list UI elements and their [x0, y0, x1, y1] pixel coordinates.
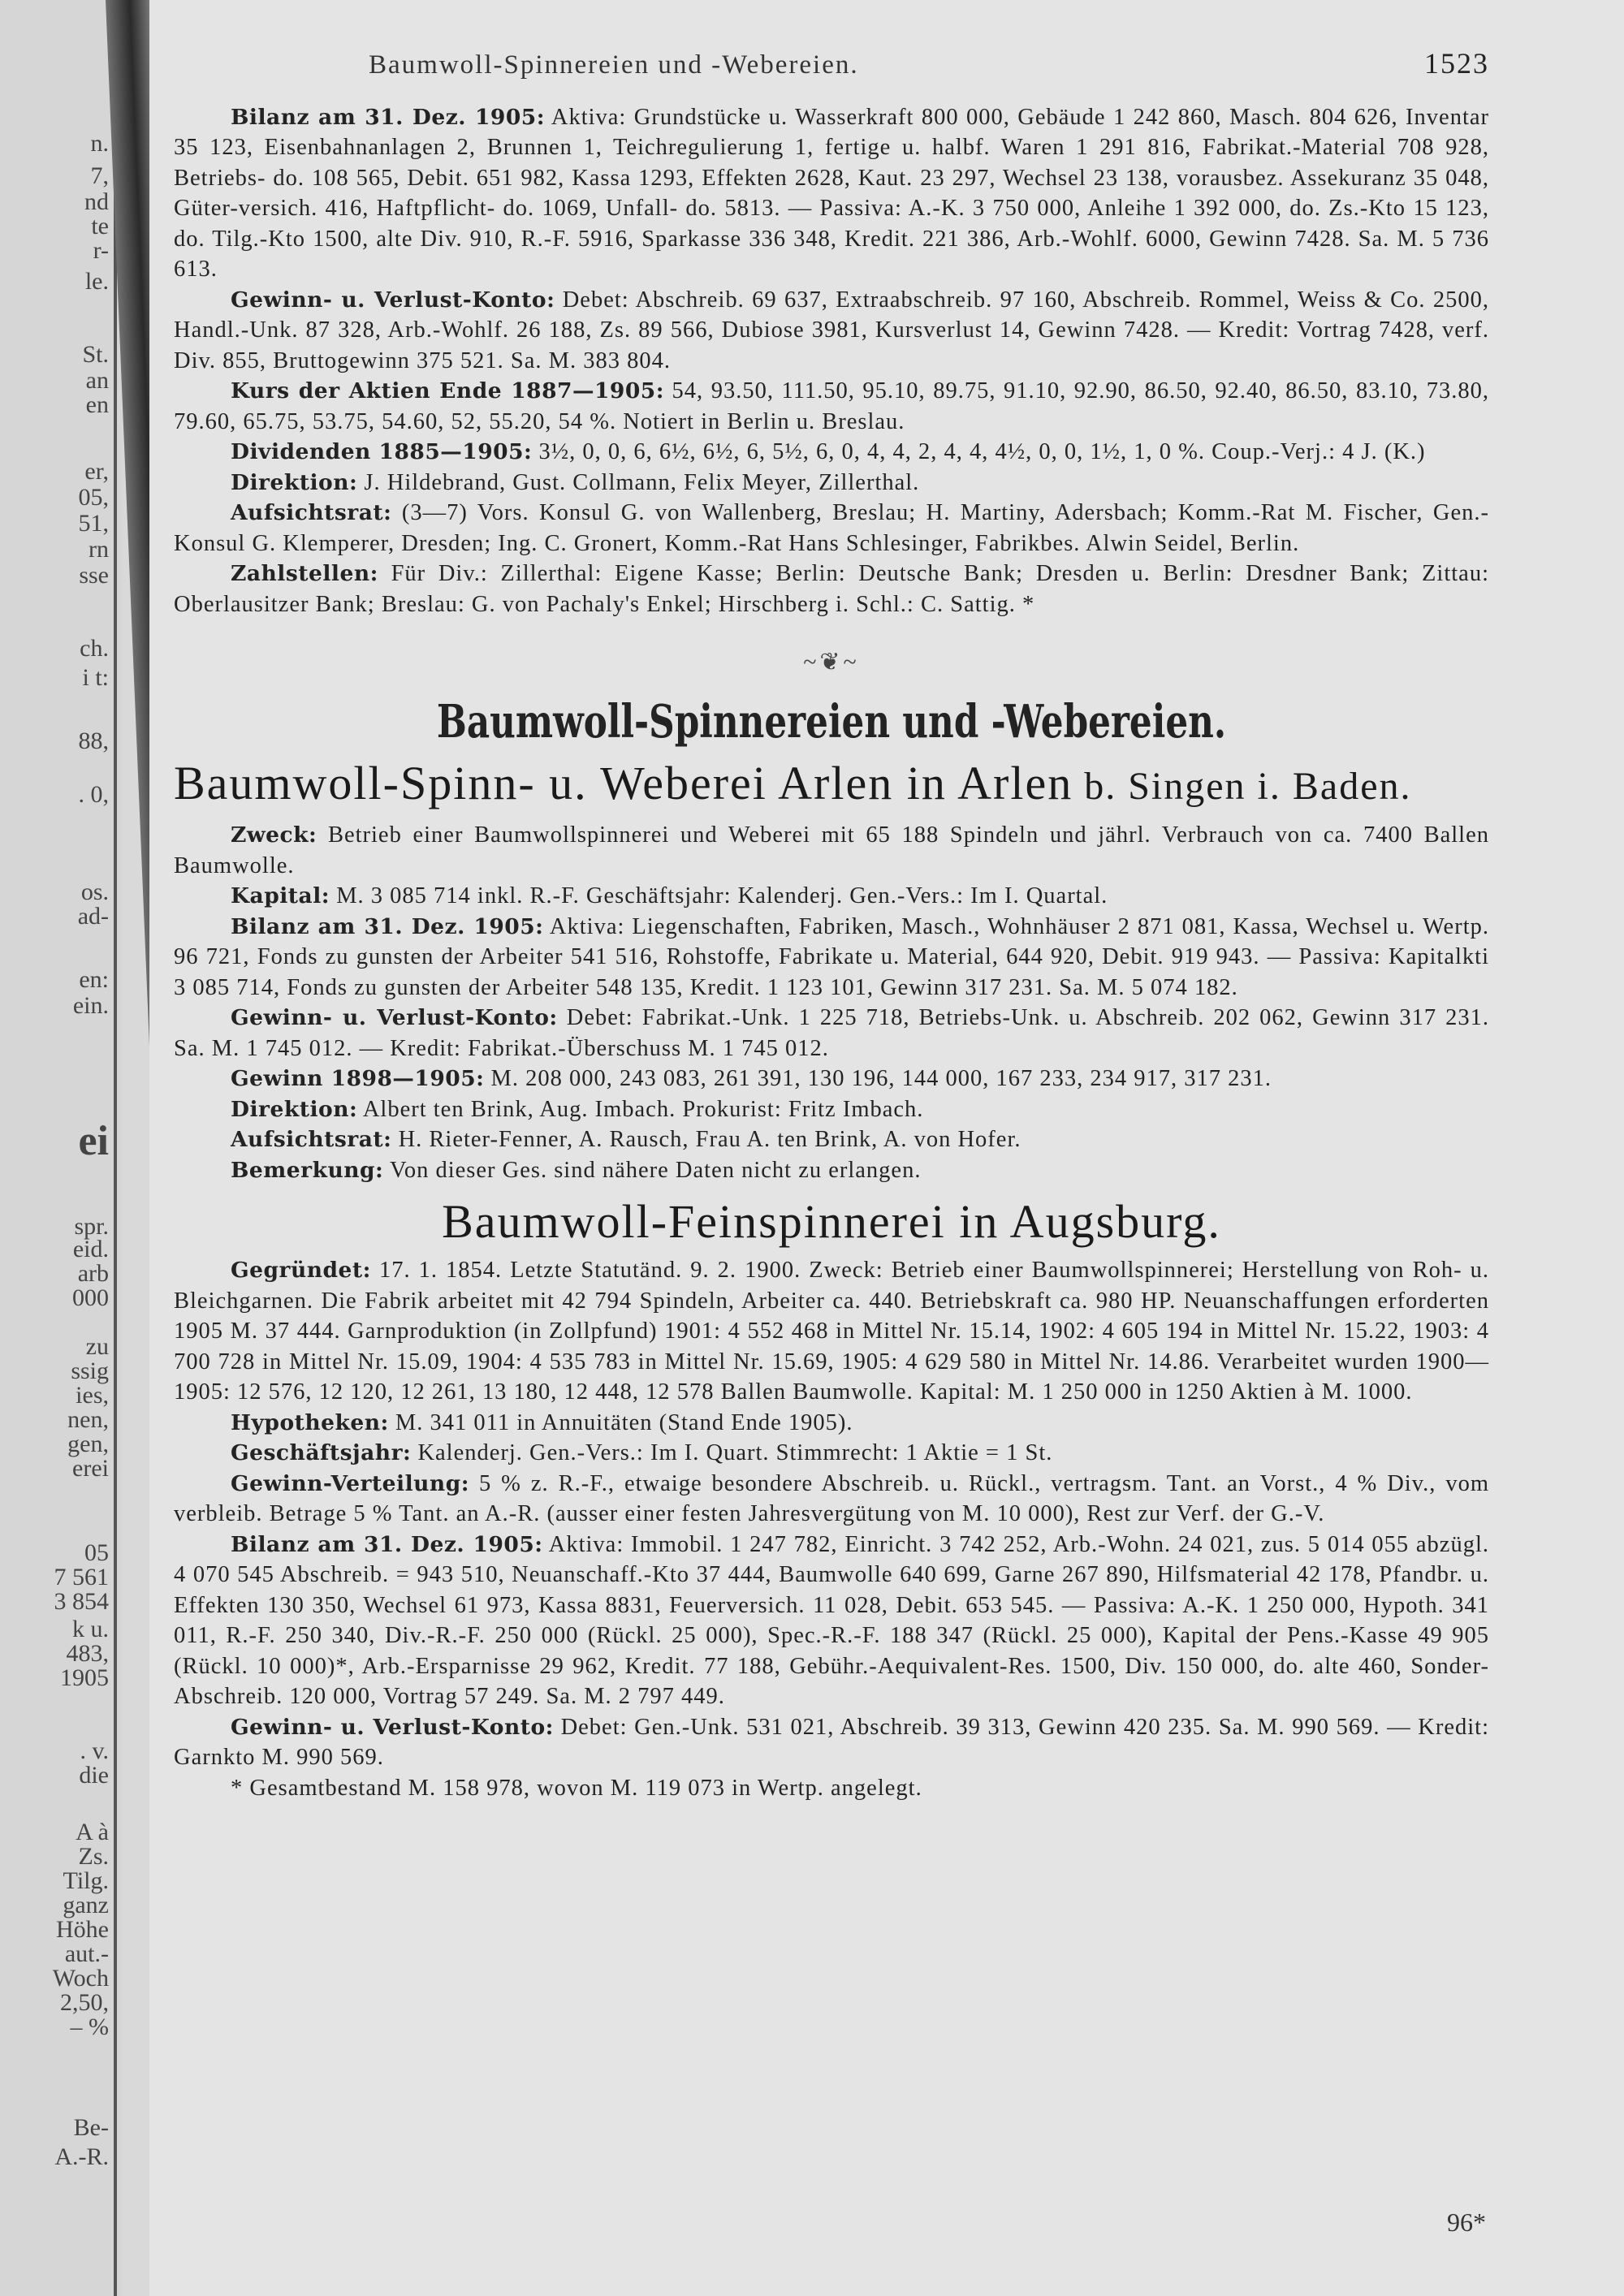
facing-page-fragment: nen,	[67, 1406, 109, 1433]
entry-text: 5 % z. R.-F., etwaige besondere Abschreib. u. Rückl., vertragsm. Tant. an Vorst., 4 % Div., vom verbleib. Betrage 5 % Tant. an A.-R. (ausser einer festen Jahresvergütung von M. 10 000), Rest zur Verf. der G.-V.	[174, 1470, 1489, 1526]
facing-page-fragment: A à	[76, 1819, 109, 1845]
facing-page-fragment: 05,	[78, 484, 109, 511]
entry-text: Für Div.: Zillerthal: Eigene Kasse; Berlin: Deutsche Bank; Dresden u. Berlin: Dresdner Bank; Zittau: Oberlausitzer Bank; Breslau: G. von Pachaly's Enkel; Hirschberg i. Schl.: C. Sattig. *	[174, 561, 1489, 617]
facing-page-fragment: 51,	[78, 510, 109, 537]
entry-label: Aufsichtsrat:	[231, 1127, 392, 1152]
entry-text: Aktiva: Grundstücke u. Wasserkraft 800 000, Gebäude 1 242 860, Masch. 804 626, Inventar 35 123, Eisenbahnanlagen 2, Brunnen 1, Teichregulierung 1, fertige u. halbf. Waren 1 291 816, Fabrikat.-Material 708 928, Betriebs- do. 108 565, Debit. 651 982, Kassa 1293, Effekten 2628, Kaut. 23 297, Wechsel 23 138, vorausbez. Assekuranz 35 048, Güter-versich. 416, Haftpflicht- do. 1069, Unfall- do. 5813. — Passiva: A.-K. 3 750 000, Anleihe 1 392 000, do. Zs.-Kto 15 123, do. Tilg.-Kto 1500, alte Div. 910, R.-F. 5916, Sparkasse 336 348, Kredit. 221 386, Arb.-Wohlf. 6000, Gewinn 7428. Sa. M. 5 736 613.	[174, 104, 1489, 282]
entry-label: Zweck:	[231, 822, 317, 848]
entry-label: Zahlstellen:	[231, 561, 378, 586]
company-title-augsburg: Baumwoll-Feinspinnerei in Augsburg.	[442, 1195, 1221, 1248]
entry-text: Von dieser Ges. sind nähere Daten nicht zu erlangen.	[383, 1157, 922, 1183]
facing-page-fragment: ein.	[72, 992, 109, 1019]
company-entries-arlen	[174, 820, 1489, 1185]
entry-paragraph	[174, 1530, 1489, 1712]
facing-page-fragment: spr.	[74, 1213, 109, 1240]
entry-text: J. Hildebrand, Gust. Collmann, Felix Meyer, Zillerthal.	[357, 469, 920, 495]
entry-label: Bilanz am 31. Dez. 1905:	[231, 913, 544, 939]
company-name: Baumwoll-Spinn- u. Weberei Arlen in Arlen	[174, 757, 1073, 809]
entry-text: M. 341 011 in Annuitäten (Stand Ende 1905).	[388, 1409, 853, 1435]
facing-page-fragment: 3 854	[54, 1588, 109, 1615]
entry-label: Bemerkung:	[231, 1157, 384, 1183]
entry-paragraph	[174, 1438, 1489, 1469]
entry-paragraph	[174, 1773, 1489, 1804]
facing-page-fragment: te	[91, 213, 109, 240]
facing-page-fragment: n.	[90, 130, 109, 157]
facing-page-fragment: r-	[93, 237, 109, 264]
facing-page-fragment: St.	[82, 341, 109, 368]
entry-paragraph	[174, 1064, 1489, 1094]
entry-paragraph	[174, 498, 1489, 559]
facing-page-fragment: die	[79, 1762, 109, 1789]
facing-page-fragment: ch.	[80, 635, 109, 662]
facing-page-fragment: 88,	[78, 727, 109, 754]
entry-text: Aktiva: Liegenschaften, Fabriken, Masch., Wohnhäuser 2 871 081, Kassa, Wechsel u. Wertp. 96 721, Fonds zu gunsten der Arbeiter 541 516, Rohstoffe, Fabrikate u. Material, 644 920, Debit. 919 943. — Passiva: Kapitalkti 3 085 714, Fonds zu gunsten der Arbeiter 548 135, Kredit. 1 123 101, Gewinn 317 231. Sa. M. 5 074 182.	[174, 913, 1489, 1000]
entry-label: Gegründet:	[231, 1258, 371, 1283]
facing-page-fragment: . v.	[80, 1737, 109, 1764]
entry-label: Kapital:	[231, 883, 330, 908]
facing-page-fragment: Zs.	[78, 1843, 109, 1870]
entry-text: Albert ten Brink, Aug. Imbach. Prokurist: Fritz Imbach.	[357, 1096, 924, 1122]
facing-page-fragment: er,	[84, 458, 109, 485]
entry-label: Aufsichtsrat:	[231, 500, 392, 525]
entry-label: Hypotheken:	[231, 1409, 389, 1435]
entry-paragraph	[174, 1469, 1489, 1530]
facing-page-fragment: 1905	[60, 1664, 109, 1691]
entry-label: Geschäftsjahr:	[231, 1440, 412, 1465]
company-entries-augsburg	[174, 1255, 1489, 1803]
entry-label: Gewinn 1898—1905:	[231, 1066, 485, 1091]
entry-label: Bilanz am 31. Dez. 1905:	[231, 1531, 543, 1557]
facing-page-fragment: 000	[72, 1284, 109, 1311]
facing-page-fragment: le.	[84, 268, 109, 295]
entry-text: Debet: Fabrikat.-Unk. 1 225 718, Betriebs-Unk. u. Abschreib. 202 062, Gewinn 317 231. Sa. M. 1 745 012. — Kredit: Fabrikat.-Überschuss M. 1 745 012.	[174, 1005, 1489, 1061]
entry-label: Direktion:	[231, 1096, 358, 1122]
facing-page-fragment: Woch	[52, 1965, 109, 1992]
facing-page-fragment: A.-R.	[54, 2143, 109, 2170]
facing-page-fragment: zu	[85, 1333, 109, 1360]
entry-text: H. Rieter-Fenner, A. Rausch, Frau A. ten Brink, A. von Hofer.	[391, 1127, 1021, 1152]
facing-page-fragment: i t:	[82, 664, 109, 691]
signature-mark: 96*	[1447, 2208, 1486, 2237]
entry-paragraph	[174, 102, 1489, 285]
facing-page-fragment: sse	[79, 562, 109, 589]
page-header	[174, 49, 1489, 81]
facing-page-fragment: gen,	[67, 1431, 109, 1457]
entry-label: Gewinn- u. Verlust-Konto:	[231, 287, 555, 313]
entry-label: Kurs der Aktien Ende 1887—1905:	[231, 378, 665, 404]
facing-page-rule	[114, 0, 117, 2296]
entry-paragraph	[174, 1155, 1489, 1186]
entry-paragraph	[174, 468, 1489, 498]
facing-page-fragment: rn	[89, 536, 109, 563]
facing-page-fragment: nd	[84, 188, 109, 215]
entry-text: M. 3 085 714 inkl. R.-F. Geschäftsjahr: Kalenderj. Gen.-Vers.: Im I. Quartal.	[330, 883, 1108, 908]
entry-label: Direktion:	[231, 469, 358, 495]
facing-page-fragment: ssig	[71, 1357, 109, 1384]
entry-text: 17. 1. 1854. Letzte Statutänd. 9. 2. 1900. Zweck: Betrieb einer Baumwollspinnerei; Herstellung von Roh- u. Bleichgarnen. Die Fabrik arbeitet mit 42 794 Spindeln, Arbeiter ca. 440. Betriebskraft ca. 980 HP. Neuanschaffungen erforderten 1905 M. 37 444. Garnproduktion (in Zollpfund) 1901: 4 552 468 in Mittel Nr. 15.14, 1902: 4 605 194 in Mittel Nr. 15.22, 1903: 4 700 728 in Mittel Nr. 15.09, 1904: 4 535 783 in Mittel Nr. 15.69, 1905: 4 629 580 in Mittel Nr. 14.86. Verarbeitet wurden 1900—1905: 12 576, 12 120, 12 261, 13 180, 12 448, 12 578 Ballen Baumwolle. Kapital: M. 1 250 000 in 1250 Aktien à M. 1000.	[174, 1258, 1489, 1405]
entry-paragraph	[174, 1255, 1489, 1408]
entry-paragraph	[174, 285, 1489, 377]
section-ornament: ~❦~	[803, 649, 860, 675]
facing-page-fragment: en:	[79, 966, 109, 993]
entry-text: Debet: Abschreib. 69 637, Extraabschreib. 97 160, Abschreib. Rommel, Weiss & Co. 2500, Handl.-Unk. 87 328, Arb.-Wohlf. 26 188, Zs. 89 566, Dubiose 3981, Kursverlust 14, Gewinn 7428. — Kredit: Vortrag 7428, verf. Div. 855, Bruttogewinn 375 521. Sa. M. 383 804.	[174, 287, 1489, 373]
facing-page-fragment: Tilg.	[63, 1867, 109, 1894]
entry-paragraph	[174, 1094, 1489, 1125]
facing-page-fragment: ad-	[77, 903, 109, 930]
previous-company-entries	[174, 102, 1489, 620]
entry-paragraph	[174, 1124, 1489, 1155]
entry-label: Dividenden 1885—1905:	[231, 439, 533, 464]
entry-text: (3—7) Vors. Konsul G. von Wallenberg, Breslau; H. Martiny, Adersbach; Komm.-Rat M. Fischer, Gen.-Konsul G. Klemperer, Dresden; Ing. C. Gronert, Komm.-Rat Hans Schlesinger, Fabrikbes. Alwin Seidel, Berlin.	[174, 500, 1489, 556]
facing-page-fragment: Be-	[73, 2114, 109, 2141]
facing-page-fragment: ei	[78, 1118, 109, 1164]
facing-page-fragment: – %	[70, 2013, 109, 2040]
entry-text: Aktiva: Immobil. 1 247 782, Einricht. 3 742 252, Arb.-Wohn. 24 021, zus. 5 014 055 abzügl. 4 070 545 Abschreib. = 943 510, Neuanschaff.-Kto 37 444, Baumwolle 640 699, Garne 267 890, Hilfsmaterial 42 178, Pfandbr. u. Effekten 130 350, Wechsel 61 973, Kassa 8831, Feuerversich. 11 028, Debit. 653 545. — Passiva: A.-K. 1 250 000, Hypoth. 341 011, R.-F. 250 340, Div.-R.-F. 250 000 (Rückl. 25 000), Spec.-R.-F. 188 347 (Rückl. 25 000), Kapital der Pens.-Kasse 49 905 (Rückl. 10 000)*, Arb.-Ersparnisse 29 962, Kredit. 77 188, Gebühr.-Aequivalent-Res. 1500, Div. 150 000, do. alte 460, Sonder-Abschreib. 120 000, Vortrag 57 249. Sa. M. 2 797 449.	[174, 1531, 1490, 1709]
facing-page-fragment: k u.	[72, 1616, 109, 1642]
entry-text: Betrieb einer Baumwollspinnerei und Weberei mit 65 188 Spindeln und jährl. Verbrauch von ca. 7400 Ballen Baumwolle.	[174, 822, 1489, 878]
facing-page-fragment: 7 561	[54, 1564, 109, 1590]
entry-text: Debet: Gen.-Unk. 531 021, Abschreib. 39 313, Gewinn 420 235. Sa. M. 990 569. — Kredit: Garnkto M. 990 569.	[174, 1714, 1489, 1770]
entry-label: Gewinn- u. Verlust-Konto:	[231, 1714, 554, 1740]
entry-label: Gewinn-Verteilung:	[231, 1470, 470, 1496]
entry-paragraph	[174, 376, 1489, 437]
entry-paragraph	[174, 881, 1489, 912]
entry-paragraph	[174, 912, 1489, 1003]
page-content	[174, 49, 1489, 1803]
facing-page-fragment: 2,50,	[60, 1989, 109, 2016]
entry-text: M. 208 000, 243 083, 261 391, 130 196, 144 000, 167 233, 234 917, 317 231.	[484, 1066, 1272, 1091]
entry-text: 3½, 0, 0, 6, 6½, 6½, 6, 5½, 6, 0, 4, 4, 2, 4, 4, 4½, 0, 0, 1½, 1, 0 %. Coup.-Verj.: 4 J. (K.)	[532, 439, 1426, 464]
facing-page-fragment: . 0,	[78, 781, 109, 808]
entry-paragraph	[174, 437, 1489, 468]
facing-page-fragment: Höhe	[56, 1916, 109, 1943]
facing-page-fragment: 483,	[66, 1640, 109, 1667]
section-title: Baumwoll-Spinnereien und -Webereien.	[436, 694, 1227, 749]
page	[149, 0, 1624, 2296]
entry-label: Gewinn- u. Verlust-Konto:	[231, 1005, 558, 1030]
facing-page-fragment: an	[85, 367, 109, 394]
facing-page-fragment: ies,	[76, 1382, 109, 1409]
facing-page-fragment: eid.	[72, 1236, 109, 1262]
entry-text: * Gesamtbestand M. 158 978, wovon M. 119 073 in Wertp. angelegt.	[231, 1775, 922, 1801]
entry-text: 54, 93.50, 111.50, 95.10, 89.75, 91.10, 92.90, 86.50, 92.40, 86.50, 83.10, 73.80, 79.60, 65.75, 53.75, 54.60, 52, 55.20, 54 %. Notiert in Berlin u. Breslau.	[174, 378, 1489, 434]
facing-page-fragment: arb	[77, 1260, 109, 1287]
entry-text: Kalenderj. Gen.-Vers.: Im I. Quart. Stimmrecht: 1 Aktie = 1 St.	[411, 1440, 1053, 1465]
facing-page-fragment: 05	[84, 1539, 109, 1566]
facing-page-fragment: 7,	[90, 162, 109, 189]
facing-page-fragment: erei	[72, 1455, 109, 1482]
page-number: 1523	[1424, 47, 1489, 80]
facing-page-fragment: en	[85, 391, 109, 418]
facing-page-edge	[0, 0, 122, 2296]
facing-page-fragment: ganz	[63, 1892, 109, 1918]
company-location: b. Singen i. Baden.	[1073, 765, 1412, 808]
company-title-arlen	[174, 755, 1489, 815]
entry-paragraph	[174, 820, 1489, 881]
entry-paragraph	[174, 1408, 1489, 1439]
facing-page-fragment: os.	[80, 878, 109, 905]
facing-page-fragment: aut.-	[64, 1940, 109, 1967]
entry-paragraph	[174, 1712, 1489, 1773]
entry-paragraph	[174, 559, 1489, 619]
entry-paragraph	[174, 1003, 1489, 1064]
entry-label: Bilanz am 31. Dez. 1905:	[231, 104, 546, 130]
running-title: Baumwoll-Spinnereien und -Webereien.	[369, 50, 859, 80]
